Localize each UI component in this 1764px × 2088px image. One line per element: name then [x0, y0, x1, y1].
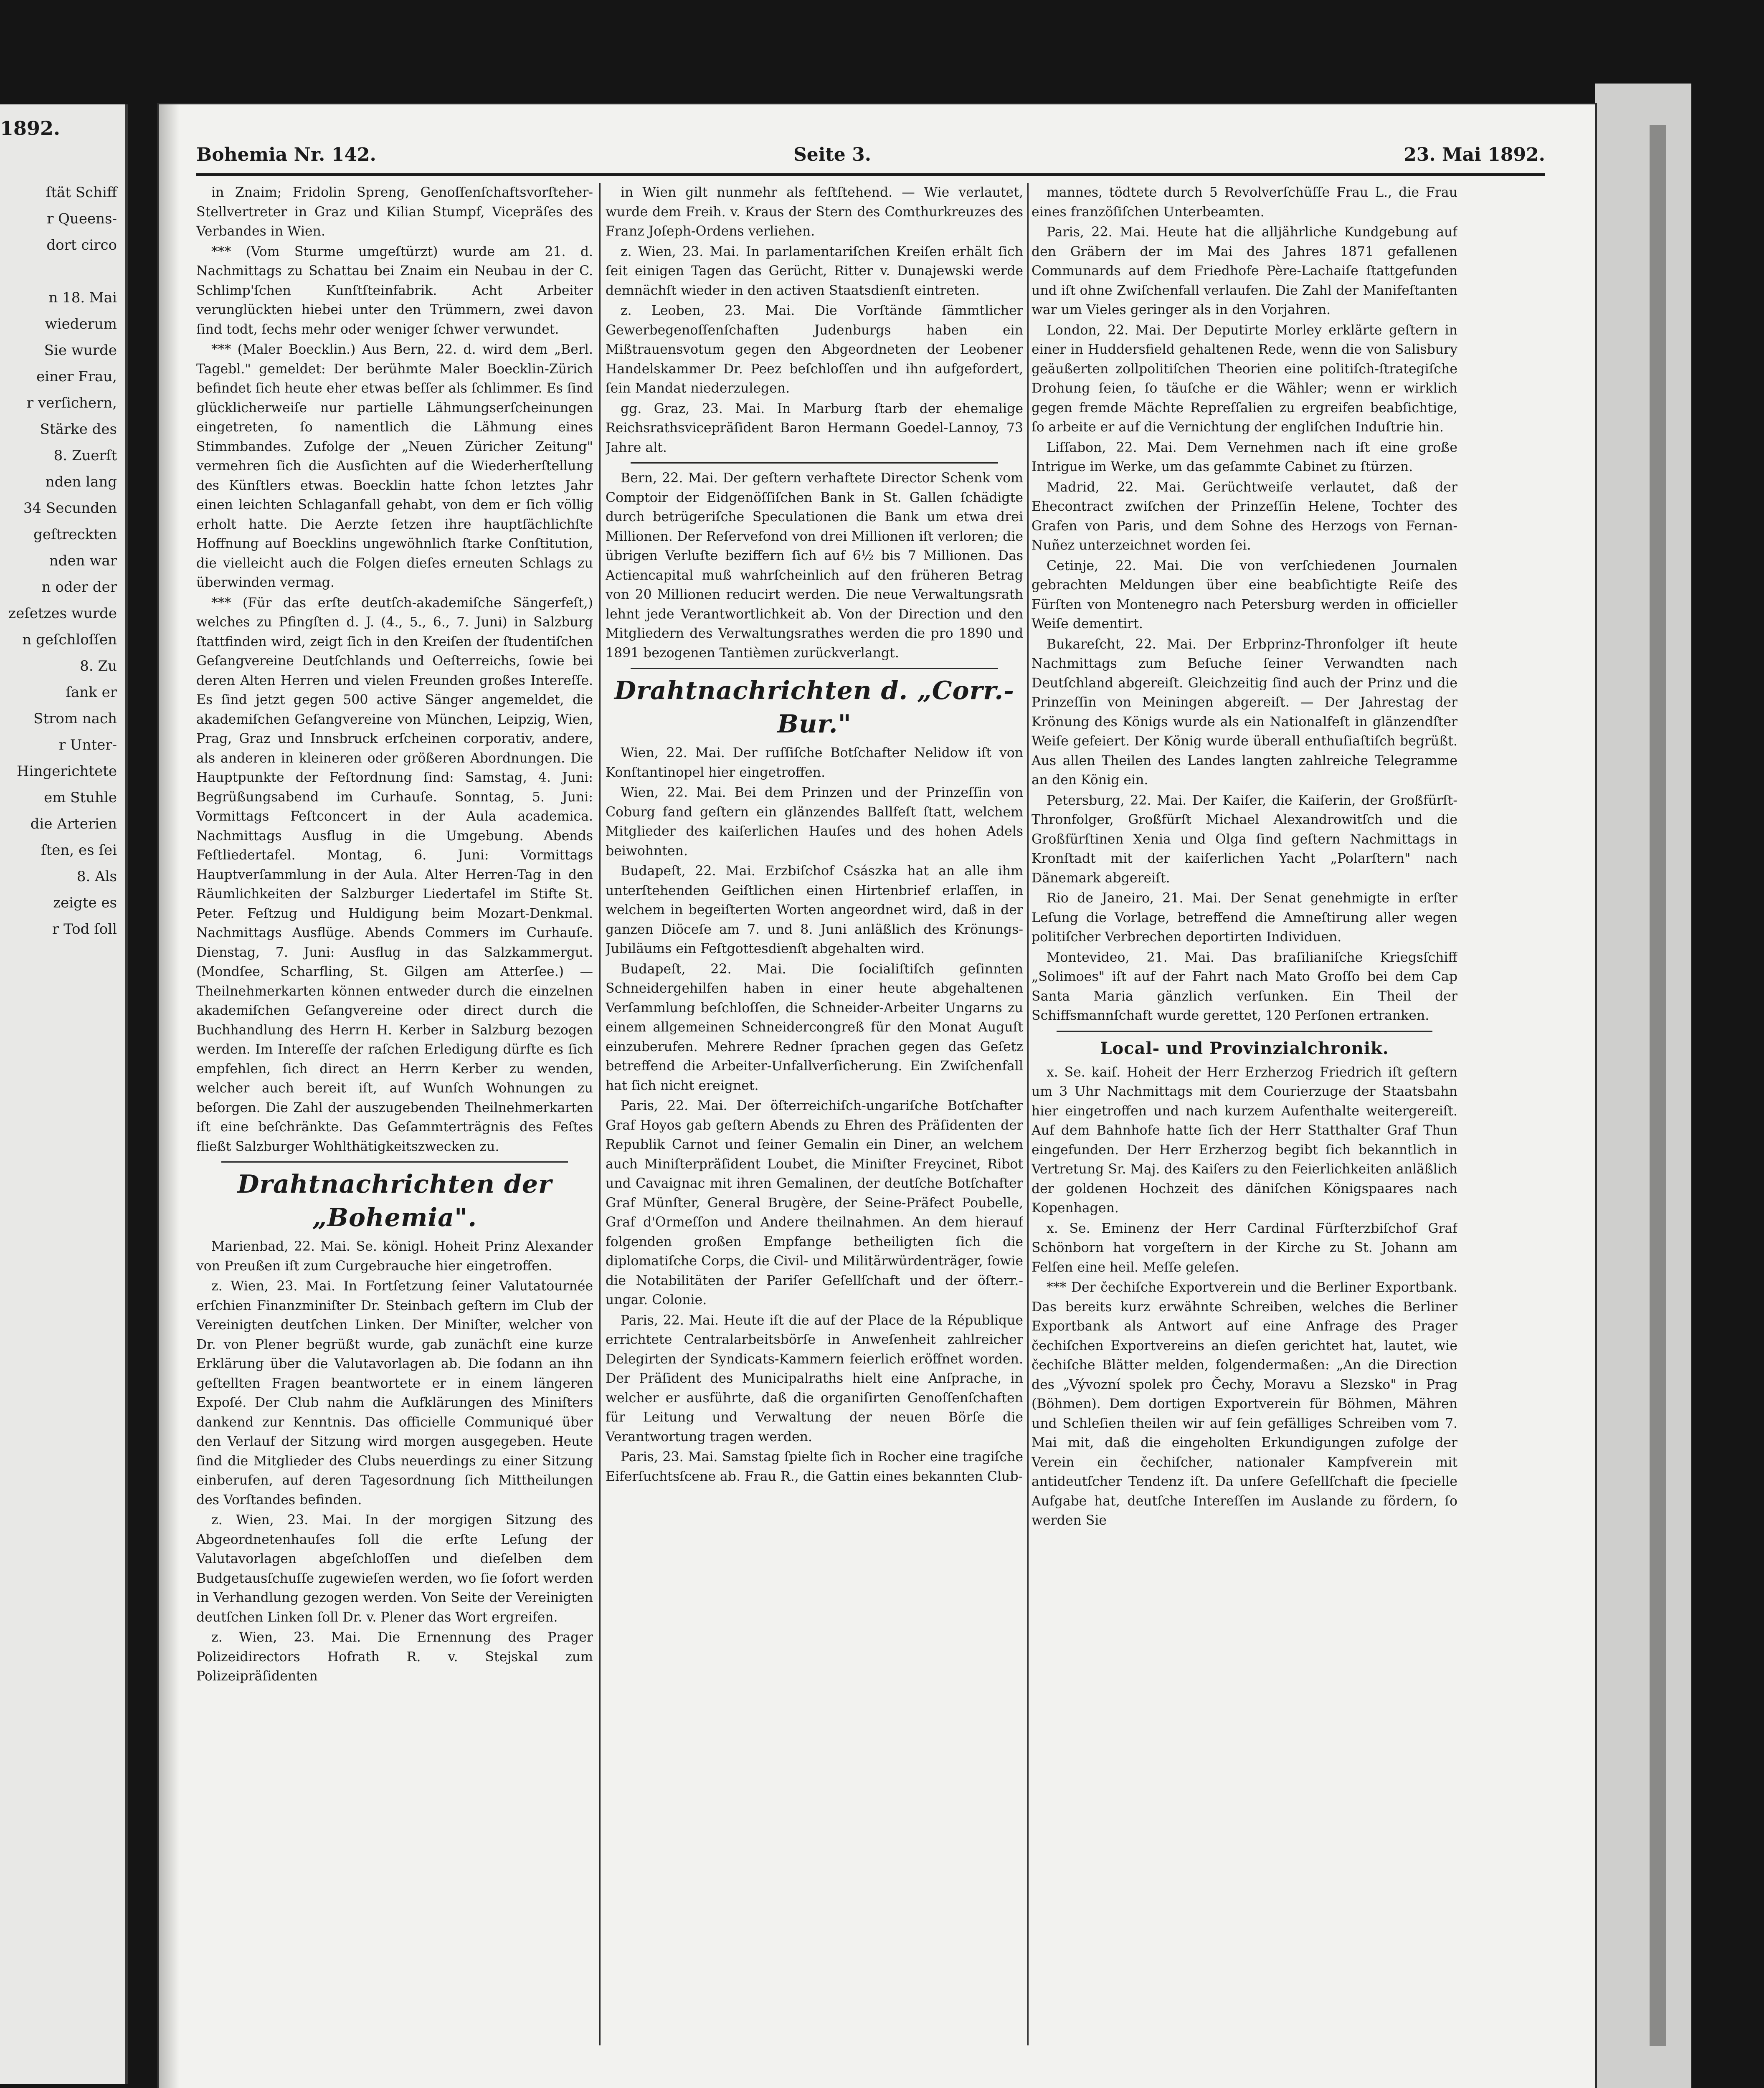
previous-page-fragment: ſten, es ſei	[41, 842, 117, 859]
previous-page-fragment: r verſichern,	[26, 395, 117, 411]
local-news-item: x. Se. kaiſ. Hoheit der Herr Erzherzog Friedrich iſt geſtern um 3 Uhr Nachmittags mit dem Courierzuge der Staatsbahn hier eingetroffen und nach kurzem Aufenthalte weitergereiſt. Auf dem Bahnhofe hatte ſich der Herr Statthalter Graf Thun eingefunden. Der Herr Erzherzog begibt ſich bekanntlich in Vertretung Sr. Maj. des Kaiſers zu den Feierlichkeiten anläßlich der goldenen Hochzeit des däniſchen Königspaares nach Kopenhagen.	[1032, 1064, 1457, 1216]
column-2	[606, 183, 1023, 2045]
column-1	[196, 183, 593, 2045]
divider	[631, 668, 998, 669]
previous-page-fragment: Hingerichtete	[17, 763, 117, 780]
header-issue: Bohemia Nr. 142.	[196, 144, 376, 165]
previous-page-fragment: 8. Zuerſt	[53, 447, 117, 464]
divider	[631, 462, 998, 464]
column-3	[1032, 183, 1457, 2045]
section-heading: Drahtnachrichten d. „Corr.-Bur."	[614, 676, 1014, 739]
telegram-item: Wien, 22. Mai. Der ruſſiſche Botſchafter Nelidow iſt von Konſtantinopel hier eingetroffen.	[606, 745, 1023, 780]
previous-page-edge	[0, 104, 128, 2084]
divider	[1057, 1031, 1432, 1032]
previous-page-fragment: 8. Als	[76, 868, 117, 885]
local-news-item: *** Der čechiſche Exportverein und die Berliner Exportbank. Das bereits kurz erwähnte Schreiben, welches die Berliner Exportbank als Antwort auf eine Anfrage des Prager čechiſchen Exportvereins an dieſen gerichtet hat, lautet, wie čechiſche Blätter melden, folgendermaßen: „An die Direction des „Vývozní spolek pro Čechy, Moravu a Slezsko" in Prag (Böhmen). Dem dortigen Exportverein für Böhmen, Mähren und Schleſien theilen wir auf ſein gefälliges Schreiben vom 7. Mai mit, daß die eingeholten Erkundigungen zufolge der Verein ein čechiſcher, nationaler Kampfverein mit antideutſcher Tendenz iſt. Da unſere Geſellſchaft die ſpecielle Aufgabe hat, deutſche Intereſſen im Auslande zu fördern, ſo werden Sie	[1032, 1280, 1457, 1528]
header-page-number: Seite 3.	[793, 144, 872, 165]
previous-page-fragment: Strom nach	[33, 710, 117, 727]
previous-page-fragment: zeſetzes wurde	[8, 605, 117, 622]
previous-page-fragment: em Stuhle	[44, 789, 117, 806]
local-news-item: x. Se. Eminenz der Herr Cardinal Fürſterzbiſchof Graf Schönborn hat vorgeſtern in der Kirche zu St. Johann am Felſen eine heil. Meſſe geleſen.	[1032, 1221, 1457, 1275]
article-text: *** (Für das erſte deutſch-akademiſche Sängerfeſt,) welches zu Pfingſten d. J. (4., 5., 6., 7. Juni) in Salzburg ſtattfinden wird, zeigt ſich in den Kreiſen der ſtudentiſchen Geſangvereine Deutſchlands und Oeſterreichs, ſowie bei deren Alten Herren und vielen Freunden großes Intereſſe. Es ſind jetzt gegen 500 active Sänger angemeldet, die akademiſchen Geſangvereine von München, Leipzig, Wien, Prag, Graz und Innsbruck erſcheinen corporativ, andere, als anderen in kleineren oder größeren Abordnungen. Die Hauptpunkte der Feſtordnung ſind: Samstag, 4. Juni: Begrüßungsabend im Curhauſe. Sonntag, 5. Juni: Vormittags Feſtconcert in der Aula academica. Nachmittags Ausflug in die Umgebung. Abends Feſtliedertafel. Montag, 6. Juni: Vormittags Hauptverſammlung in der Aula. Alter Herren-Tag in den Räumlichkeiten der Salzburger Liedertafel im Stifte St. Peter. Feſtzug und Huldigung beim Mozart-Denkmal. Nachmittags Ausflüge. Abends Commers im Curhauſe. Dienstag, 7. Juni: Ausflug in das Salzkammergut. (Mondſee, Scharfling, St. Gilgen am Atterſee.) — Theilnehmerkarten können entweder durch die einzelnen akademiſchen Geſangvereine oder direct durch die Buchhandlung des Herrn H. Kerber in Salzburg bezogen werden. Im Intereſſe der raſchen Erledigung dürfte es ſich empfehlen, ſich direct an Herrn Kerber zu wenden, welcher auch bereit iſt, auf Wunſch Wohnungen zu beſorgen. Die Zahl der auszugebenden Theilnehmerkarten iſt eine beſchränkte. Das Geſammterträgnis des Feſtes fließt Salzburger Wohlthätigkeitszwecken zu.	[196, 595, 593, 1154]
telegram-item: Madrid, 22. Mai. Gerüchtweiſe verlautet, daß der Ehecontract zwiſchen der Prinzeſſin Helene, Tochter des Grafen von Paris, und dem Sohne des Herzogs von Fernan-Nuñez unterzeichnet worden ſei.	[1032, 479, 1457, 553]
previous-page-fragment: dort circo	[46, 237, 117, 253]
previous-page-fragment: wiederum	[45, 316, 117, 332]
previous-page-fragment: nden lang	[45, 474, 117, 490]
page-stack-edge	[1595, 84, 1691, 2088]
telegram-item: z. Wien, 23. Mai. In der morgigen Sitzung des Abgeordnetenhauſes ſoll die erſte Leſung der Valutavorlagen abgeſchloſſen und dieſelben dem Budgetausſchuſſe zugewieſen werden, wo ſie ſofort werden in Verhandlung gezogen werden. Von Seite der Vereinigten deutſchen Linken ſoll Dr. v. Plener das Wort ergreifen.	[196, 1513, 593, 1625]
telegram-item: Liſſabon, 22. Mai. Dem Vernehmen nach iſt eine große Intrigue im Werke, um das geſammte Cabinet zu ſtürzen.	[1032, 440, 1457, 474]
previous-page-fragment: n 18. Mai	[48, 289, 117, 306]
telegram-item: gg. Graz, 23. Mai. In Marburg ſtarb der ehemalige Reichsrathsvicepräſident Baron Hermann Goedel-Lannoy, 73 Jahre alt.	[606, 401, 1023, 455]
telegram-item: Budapeſt, 22. Mai. Erzbiſchof Császka hat an alle ihm unterſtehenden Geiſtlichen einen Hirtenbrief erlaſſen, in welchem in begeiſterten Worten angeordnet wird, daß in der ganzen Diöceſe am 7. und 8. Juni anläßlich des Krönungs-Jubiläums ein Feſtgottesdienſt abgehalten wird.	[606, 864, 1023, 956]
previous-page-fragment: 34 Secunden	[23, 500, 117, 517]
telegram-item: Paris, 23. Mai. Samstag ſpielte ſich in Rocher eine tragiſche Eiferſuchtsſcene ab. Frau R., die Gattin eines bekannten Club-	[606, 1449, 1023, 1484]
telegram-item: z. Leoben, 23. Mai. Die Vorſtände ſämmtlicher Gewerbegenoſſenſchaften Judenburgs haben ein Mißtrauensvotum gegen den Abgeordneten der Leobener Handelskammer Dr. Peez beſchloſſen und ihn aufgefordert, ſein Mandat niederzulegen.	[606, 303, 1023, 396]
previous-page-fragment: geſtreckten	[33, 526, 117, 543]
previous-page-fragment: Sie wurde	[44, 342, 117, 359]
previous-page-fragment: n oder der	[41, 579, 117, 595]
section-heading: Local- und Provinzialchronik.	[1100, 1038, 1389, 1058]
header-date: 23. Mai 1892.	[1404, 144, 1545, 165]
previous-page-fragment	[0, 258, 117, 285]
telegram-item: Marienbad, 22. Mai. Se. königl. Hoheit Prinz Alexander von Preußen iſt zum Curgebrauche hier eingetroffen.	[196, 1239, 593, 1274]
telegram-item: Paris, 22. Mai. Heute hat die alljährliche Kundgebung auf den Gräbern der im Mai des Jahres 1871 gefallenen Communards auf dem Friedhofe Père-Lachaiſe ſtattgefunden und iſt ohne Zwiſchenfall verlaufen. Die Zahl der Manifeſtanten war um Vieles geringer als in den Vorjahren.	[1032, 225, 1457, 317]
previous-page-fragment: r Queens-	[47, 210, 117, 227]
telegram-item: z. Wien, 23. Mai. Die Ernennung des Prager Polizeidirectors Hofrath R. v. Stejskal zum Polizeipräſidenten	[196, 1630, 593, 1684]
telegram-item: Wien, 22. Mai. Bei dem Prinzen und der Prinzeſſin von Coburg fand geſtern ein glänzendes Ballfeſt ſtatt, welchem Mitglieder des kaiſerlichen Hauſes und des hohen Adels beiwohnten.	[606, 785, 1023, 859]
telegram-item: Paris, 22. Mai. Der öſterreichiſch-ungariſche Botſchafter Graf Hoyos gab geſtern Abends zu Ehren des Präſidenten der Republik Carnot und ſeiner Gemalin ein Diner, an welchem auch Miniſterpräſident Loubet, die Miniſter Freycinet, Ribot und Cavaignac mit ihren Gemalinen, der deutſche Botſchafter Graf Münſter, General Brugère, der Seine-Präfect Poubelle, Graf d'Ormeſſon und Andere theilnahmen. An dem hierauf folgenden großen Empfange betheiligten ſich die diplomatiſche Corps, die Civil- und Militärwürdenträger, ſowie die Notabilitäten der Pariſer Geſellſchaft und der öſterr.-ungar. Colonie.	[606, 1098, 1023, 1308]
divider	[221, 1161, 568, 1163]
telegram-item: Bukareſcht, 22. Mai. Der Erbprinz-Thronfolger iſt heute Nachmittags zum Beſuche ſeiner Verwandten nach Deutſchland abgereiſt. Gleichzeitig ſind auch der Prinz und die Prinzeſſin von Meiningen abgereiſt. — Der Jahrestag der Krönung des Königs wurde als ein Nationalfeſt in glänzendſter Weiſe gefeiert. Der König wurde überall enthuſiaſtiſch begrüßt. Aus allen Theilen des Landes langten zahlreiche Telegramme an den König ein.	[1032, 636, 1457, 788]
telegram-item: z. Wien, 23. Mai. In Fortſetzung ſeiner Valutatournée erſchien Finanzminiſter Dr. Steinbach geſtern im Club der Vereinigten deutſchen Linken. Der Miniſter, welcher von Dr. von Plener begrüßt wurde, gab zunächſt eine kurze Erklärung über die Valutavorlagen ab. Die ſodann an ihn geſtellten Fragen beantwortete er in einem längeren Expoſé. Der Club nahm die Aufklärungen des Miniſters dankend zur Kenntnis. Das officielle Communiqué über den Verlauf der Sitzung wird morgen ausgegeben. Heute ſind die Mitglieder des Clubs neuerdings zu einer Sitzung einberufen, auf deren Tagesordnung ſich Mittheilungen des Vorſtandes befinden.	[196, 1279, 593, 1508]
page-fold-shadow	[159, 104, 180, 2088]
page-stack-shadow	[1650, 125, 1666, 2046]
telegram-item: z. Wien, 23. Mai. In parlamentariſchen Kreiſen erhält ſich ſeit einigen Tagen das Gerücht, Ritter v. Dunajewski werde demnächſt wieder in den activen Staatsdienſt eintreten.	[606, 244, 1023, 298]
previous-page-fragment: ſtät Schiff	[46, 184, 117, 201]
previous-page-fragment: einer Frau,	[36, 368, 117, 385]
column-rule	[599, 183, 601, 2045]
article-text: *** (Maler Boecklin.) Aus Bern, 22. d. wird dem „Berl. Tagebl." gemeldet: Der berühmte Maler Boecklin-Zürich befindet ſich heute eher etwas beſſer als ſchlimmer. Es ſind glücklicherweiſe nur partielle Lähmungserſcheinungen eingetreten, ſo namentlich die Lähmung eines Stimmbandes. Zufolge der „Neuen Züricher Zeitung" vermehren ſich die Ausſichten auf die Wiederherſtellung des Künſtlers etwas. Boecklin hatte ſchon letztes Jahr einen leichten Schlaganfall gehabt, von dem er ſich völlig erholt hatte. Die Aerzte ſetzen ihre hauptſächlichſte Hoffnung auf Boecklins ungewöhnlich ſtarke Conſtitution, die vielleicht auch die Folgen dieſes erneuten Schlags zu überwinden vermag.	[196, 342, 593, 590]
previous-page-fragment: Stärke des	[40, 421, 117, 438]
telegram-item: London, 22. Mai. Der Deputirte Morley erklärte geſtern in einer in Huddersfield gehaltenen Rede, wenn die von Salisbury geäußerten zollpolitiſchen Theorien eine politiſch-ſtrategiſche Drohung ſeien, ſo täuſche er die Wähler; wenn er wirklich gegen fremde Mächte Repreſſalien zu ergreifen beabſichtige, ſo arbeite er auf die Vernichtung der engliſchen Induſtrie hin.	[1032, 322, 1457, 435]
telegram-item: Rio de Janeiro, 21. Mai. Der Senat genehmigte in erſter Leſung die Vorlage, betreffend die Amneſtirung aller wegen politiſcher Verbrechen deportirten Individuen.	[1032, 891, 1457, 945]
section-heading: Drahtnachrichten der „Bohemia".	[237, 1170, 552, 1232]
telegram-item: Montevideo, 21. Mai. Das braſilianiſche Kriegsſchiff „Solimoes" iſt auf der Fahrt nach Mato Groſſo bei dem Cap Santa Maria gänzlich verſunken. Ein Theil der Schiffsmannſchaft wurde gerettet, 120 Perſonen ertranken.	[1032, 950, 1457, 1023]
previous-page-fragment: zeigte es	[53, 894, 117, 911]
column-rule	[1027, 183, 1029, 2045]
article-text: in Znaim; Fridolin Spreng, Genoſſenſchaftsvorſteher-Stellvertreter in Graz und Kilian Stumpf, Vicepräſes des Verbandes in Wien.	[196, 185, 593, 239]
telegram-item: mannes, tödtete durch 5 Revolverſchüſſe Frau L., die Frau eines franzöſiſchen Unterbeamten.	[1032, 185, 1457, 220]
previous-page-year: 1892.	[0, 117, 61, 139]
newspaper-page	[159, 104, 1595, 2088]
telegram-item: in Wien gilt nunmehr als feſtſtehend. — Wie verlautet, wurde dem Freih. v. Kraus der Stern des Comthurkreuzes des Franz Joſeph-Ordens verliehen.	[606, 185, 1023, 239]
telegram-item: Bern, 22. Mai. Der geſtern verhaftete Director Schenk vom Comptoir der Eidgenöſſiſchen Bank in St. Gallen ſchädigte durch betrügeriſche Speculationen die Bank um etwa drei Millionen. Der Reſervefond von drei Millionen iſt verloren; die übrigen Verluſte beziffern ſich auf 6½ bis 7 Millionen. Das Actiencapital muß wahrſcheinlich auf den früheren Betrag von 20 Millionen reducirt werden. Die neue Verwaltungsrath lehnt jede Verantwortlichkeit ab. Von der Direction und den Mitgliedern des Verwaltungsrathes werden die pro 1890 und 1891 bezogenen Tantièmen zurückverlangt.	[606, 471, 1023, 661]
telegram-item: Cetinje, 22. Mai. Die von verſchiedenen Journalen gebrachten Meldungen über eine beabſichtigte Reiſe des Fürſten von Montenegro nach Petersburg werden in officieller Weiſe dementirt.	[1032, 558, 1457, 631]
previous-page-fragment: r Unter-	[58, 737, 117, 753]
page-header	[196, 144, 1545, 176]
previous-page-fragment: ſank er	[66, 684, 117, 701]
previous-page-fragment: die Arterien	[30, 816, 117, 832]
previous-page-fragment: 8. Zu	[80, 658, 117, 674]
telegram-item: Budapeſt, 22. Mai. Die ſocialiſtiſch geſinnten Schneidergehilfen haben in einer heute abgehaltenen Verſammlung beſchloſſen, die Schneider-Arbeiter Ungarns zu einem allgemeinen Schneidercongreß für den Monat Auguſt einzuberufen. Mehrere Redner ſprachen gegen das Geſetz betreffend die Arbeiter-Unfallverſicherung. Ein Zwiſchenfall hat ſich nicht ereignet.	[606, 961, 1023, 1093]
previous-page-fragments	[0, 180, 117, 943]
previous-page-fragment: nden war	[49, 552, 117, 569]
article-text: *** (Vom Sturme umgeſtürzt) wurde am 21. d. Nachmittags zu Schattau bei Znaim ein Neubau in der C. Schlimp'ſchen Kunſtſteinfabrik. Acht Arbeiter verunglückten hiebei unter den Trümmern, zwei davon ſind todt, ſechs mehr oder weniger ſchwer verwundet.	[196, 244, 593, 337]
telegram-item: Paris, 22. Mai. Heute iſt die auf der Place de la République errichtete Centralarbeitsbörſe in Anweſenheit zahlreicher Delegirten der Syndicats-Kammern feierlich eröffnet worden. Der Präſident des Municipalraths hielt eine Anſprache, in welcher er ausführte, daß die organiſirten Genoſſenſchaften für Leitung und Verwaltung der neuen Börſe die Verantwortung tragen werden.	[606, 1313, 1023, 1444]
previous-page-fragment: r Tod ſoll	[52, 921, 117, 938]
telegram-item: Petersburg, 22. Mai. Der Kaiſer, die Kaiſerin, der Großfürſt-Thronfolger, Großfürſt Michael Alexandrowitſch und die Großfürſtinen Xenia und Olga ſind geſtern Nachmittags in Kronſtadt mit der kaiſerlichen Yacht „Polarſtern" nach Dänemark abgereiſt.	[1032, 793, 1457, 886]
previous-page-fragment: n geſchloſſen	[22, 631, 117, 648]
